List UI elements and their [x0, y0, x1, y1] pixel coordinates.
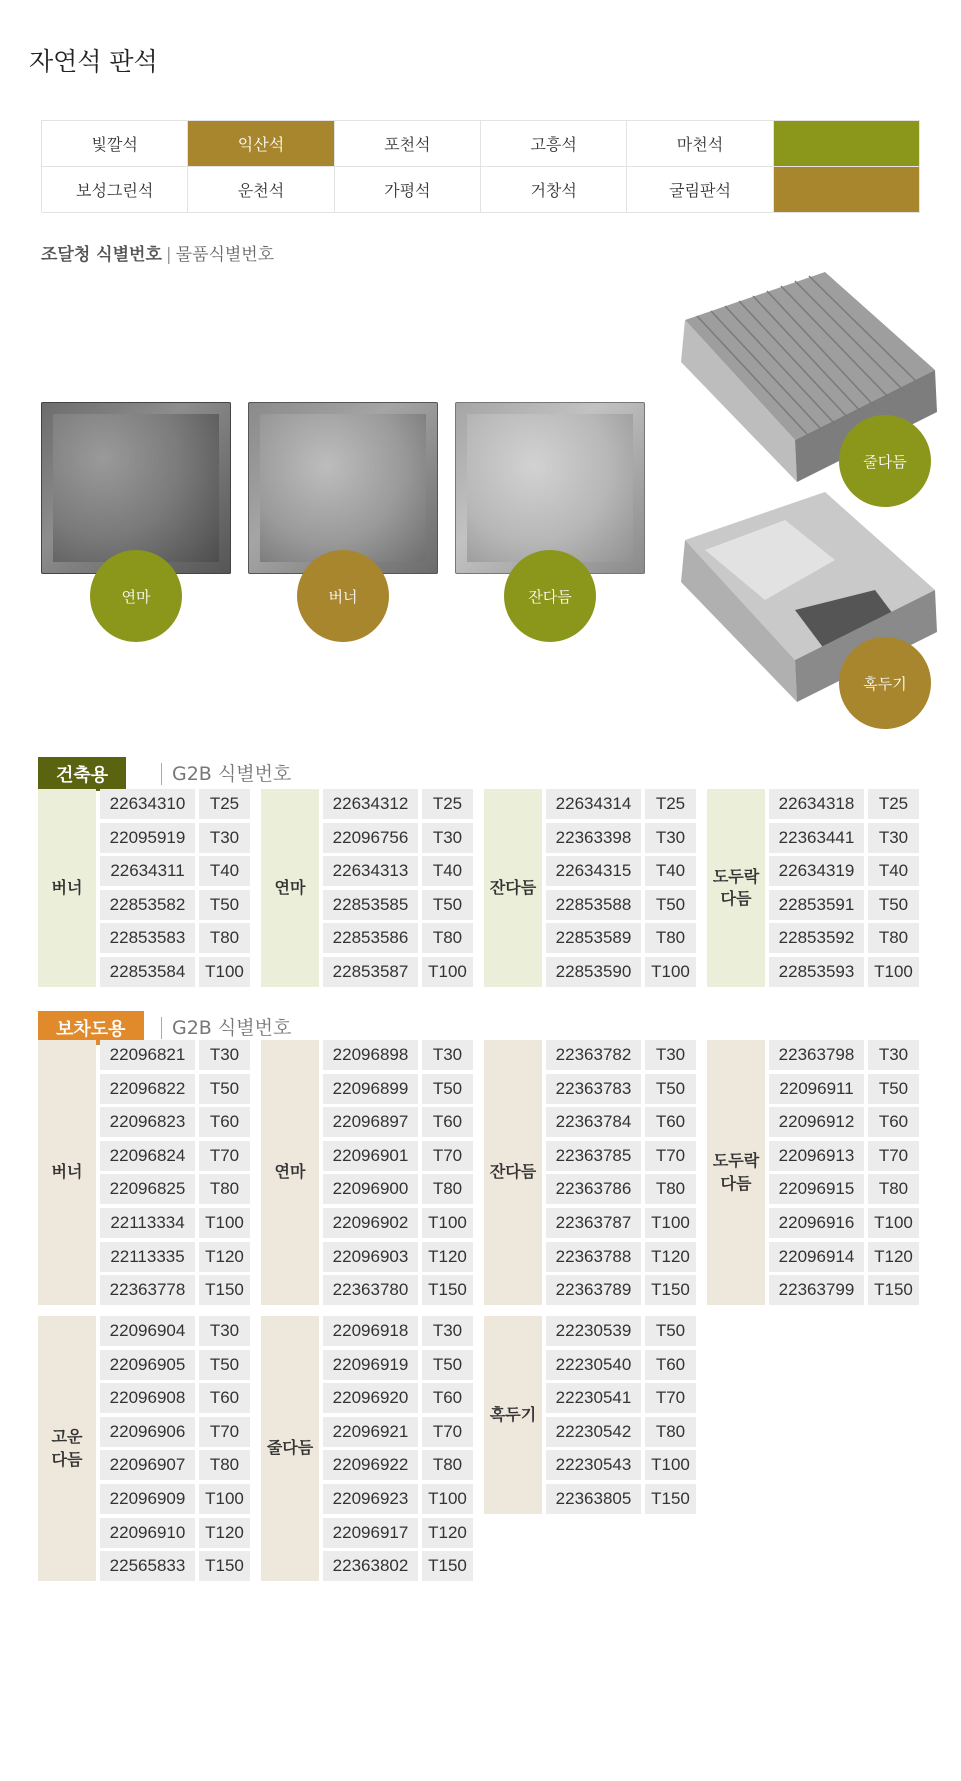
table-row — [546, 1107, 696, 1137]
thickness: T25 — [868, 789, 919, 819]
thickness: T40 — [645, 856, 696, 886]
g2b-code: 22363788 — [546, 1242, 641, 1272]
thickness: T30 — [868, 823, 919, 853]
table-row — [100, 823, 250, 853]
table-row — [546, 1242, 696, 1272]
thickness: T80 — [645, 1174, 696, 1204]
badge-jandadeum: 잔다듬 — [504, 550, 596, 642]
table-row — [769, 1242, 919, 1272]
thickness: T30 — [645, 823, 696, 853]
g2b-code: 22853588 — [546, 890, 641, 920]
group-name: 연마 — [261, 789, 319, 987]
g2b-code: 22096824 — [100, 1141, 195, 1171]
thickness: T50 — [868, 890, 919, 920]
thickness: T100 — [199, 957, 250, 987]
g2b-code: 22096913 — [769, 1141, 864, 1171]
group-name: 도두락 다듬 — [707, 1040, 765, 1305]
page-title: 자연석 판석 — [29, 47, 158, 76]
table-row — [546, 1040, 696, 1070]
g2b-code: 22363780 — [323, 1275, 418, 1305]
g2b-code: 22096908 — [100, 1383, 195, 1413]
g2b-code: 22363789 — [546, 1275, 641, 1305]
g2b-code: 22363786 — [546, 1174, 641, 1204]
table-row — [769, 957, 919, 987]
section-subtitle-architecture: G2B 식별번호 — [161, 763, 291, 785]
g2b-code: 22634315 — [546, 856, 641, 886]
table-row — [323, 957, 473, 987]
table-row — [100, 1242, 250, 1272]
table-row — [323, 1518, 473, 1548]
g2b-code: 22096910 — [100, 1518, 195, 1548]
g2b-code: 22096825 — [100, 1174, 195, 1204]
thickness: T25 — [645, 789, 696, 819]
table-row — [769, 1074, 919, 1104]
stone-image-yeonma — [41, 402, 231, 574]
g2b-code: 22230542 — [546, 1417, 641, 1447]
g2b-code: 22363784 — [546, 1107, 641, 1137]
thickness: T100 — [422, 957, 473, 987]
g2b-code: 22096922 — [323, 1450, 418, 1480]
table-row — [546, 1350, 696, 1380]
thickness: T80 — [645, 1417, 696, 1447]
thickness: T100 — [868, 957, 919, 987]
thickness: T80 — [199, 1174, 250, 1204]
g2b-code: 22853583 — [100, 923, 195, 953]
g2b-code: 22096918 — [323, 1316, 418, 1346]
thickness: T100 — [868, 1208, 919, 1238]
table-row — [769, 1040, 919, 1070]
section-subtitle-walkway: G2B 식별번호 — [161, 1017, 291, 1039]
group-name: 잔다듬 — [484, 789, 542, 987]
table-row — [546, 1316, 696, 1346]
g2b-table-group — [38, 1316, 250, 1581]
g2b-code: 22363785 — [546, 1141, 641, 1171]
g2b-code: 22853582 — [100, 890, 195, 920]
g2b-code: 22096907 — [100, 1450, 195, 1480]
thickness: T50 — [645, 1074, 696, 1104]
thickness: T80 — [868, 1174, 919, 1204]
thickness: T30 — [422, 1316, 473, 1346]
table-row — [769, 1141, 919, 1171]
table-row — [323, 1275, 473, 1305]
thickness: T50 — [422, 890, 473, 920]
thickness: T120 — [199, 1242, 250, 1272]
thickness: T120 — [645, 1242, 696, 1272]
thickness: T30 — [868, 1040, 919, 1070]
g2b-code: 22096822 — [100, 1074, 195, 1104]
table-row — [323, 890, 473, 920]
g2b-code: 22853591 — [769, 890, 864, 920]
thickness: T30 — [422, 1040, 473, 1070]
thickness: T70 — [422, 1141, 473, 1171]
g2b-code: 22096917 — [323, 1518, 418, 1548]
table-row — [546, 1383, 696, 1413]
thickness: T70 — [645, 1383, 696, 1413]
table-row — [546, 1141, 696, 1171]
table-row — [546, 923, 696, 953]
thickness: T60 — [199, 1383, 250, 1413]
thickness: T60 — [645, 1107, 696, 1137]
thickness: T120 — [422, 1518, 473, 1548]
g2b-table-group — [261, 789, 473, 987]
badge-hokdugi: 혹두기 — [839, 637, 931, 729]
g2b-code: 22853585 — [323, 890, 418, 920]
table-row — [769, 1208, 919, 1238]
thickness: T50 — [645, 1316, 696, 1346]
tab-geochangseok[interactable]: 거창석 — [481, 167, 627, 213]
table-row — [100, 1316, 250, 1346]
thickness: T150 — [422, 1275, 473, 1305]
table-row — [100, 1141, 250, 1171]
thickness: T150 — [199, 1551, 250, 1581]
g2b-code: 22096905 — [100, 1350, 195, 1380]
thickness: T30 — [199, 1316, 250, 1346]
thickness: T60 — [422, 1107, 473, 1137]
g2b-code: 22096903 — [323, 1242, 418, 1272]
thickness: T50 — [422, 1074, 473, 1104]
thickness: T80 — [645, 923, 696, 953]
g2b-code: 22634311 — [100, 856, 195, 886]
table-row — [100, 1551, 250, 1581]
table-row — [323, 1040, 473, 1070]
table-row — [323, 1316, 473, 1346]
g2b-code: 22096897 — [323, 1107, 418, 1137]
g2b-code: 22363783 — [546, 1074, 641, 1104]
table-row — [100, 1383, 250, 1413]
g2b-code: 22096909 — [100, 1484, 195, 1514]
id-header-separator: | — [165, 245, 172, 265]
thickness: T60 — [645, 1350, 696, 1380]
table-row — [323, 1484, 473, 1514]
table-row — [546, 1484, 696, 1514]
badge-yeonma: 연마 — [90, 550, 182, 642]
table-row — [769, 890, 919, 920]
table-row — [323, 1141, 473, 1171]
g2b-code: 22096916 — [769, 1208, 864, 1238]
table-row — [100, 1040, 250, 1070]
g2b-code: 22363398 — [546, 823, 641, 853]
table-row — [546, 1450, 696, 1480]
table-row — [769, 1174, 919, 1204]
table-row — [100, 856, 250, 886]
g2b-code: 22096823 — [100, 1107, 195, 1137]
group-name: 고운 다듬 — [38, 1316, 96, 1581]
thickness: T100 — [199, 1484, 250, 1514]
table-row — [323, 856, 473, 886]
table-row — [769, 856, 919, 886]
g2b-code: 22095919 — [100, 823, 195, 853]
table-row — [323, 789, 473, 819]
thickness: T120 — [868, 1242, 919, 1272]
g2b-code: 22853593 — [769, 957, 864, 987]
table-row — [769, 789, 919, 819]
thickness: T50 — [199, 1350, 250, 1380]
thickness: T150 — [645, 1275, 696, 1305]
tab-gulrim-panseok[interactable]: 굴림판석 — [627, 167, 773, 213]
thickness: T100 — [422, 1208, 473, 1238]
table-row — [100, 923, 250, 953]
stone-image-burner — [248, 402, 438, 574]
thickness: T50 — [199, 890, 250, 920]
table-row — [323, 1107, 473, 1137]
table-row — [323, 1417, 473, 1447]
g2b-code: 22096898 — [323, 1040, 418, 1070]
g2b-code: 22096914 — [769, 1242, 864, 1272]
tab-uncheonseok[interactable]: 운천석 — [188, 167, 334, 213]
g2b-code: 22230543 — [546, 1450, 641, 1480]
table-row — [323, 1450, 473, 1480]
thickness: T30 — [422, 823, 473, 853]
thickness: T150 — [422, 1551, 473, 1581]
g2b-code: 22230541 — [546, 1383, 641, 1413]
table-row — [323, 1242, 473, 1272]
table-row — [100, 1174, 250, 1204]
g2b-code: 22634318 — [769, 789, 864, 819]
g2b-code: 22853586 — [323, 923, 418, 953]
table-row — [546, 789, 696, 819]
g2b-code: 22096919 — [323, 1350, 418, 1380]
g2b-code: 22363805 — [546, 1484, 641, 1514]
thickness: T30 — [645, 1040, 696, 1070]
g2b-code: 22634312 — [323, 789, 418, 819]
thickness: T120 — [422, 1242, 473, 1272]
table-row — [323, 1350, 473, 1380]
table-row — [546, 1074, 696, 1104]
table-row — [323, 823, 473, 853]
g2b-code: 22853587 — [323, 957, 418, 987]
g2b-code: 22096911 — [769, 1074, 864, 1104]
tab-iksanseok[interactable]: 익산석 — [188, 121, 334, 167]
thickness: T150 — [199, 1275, 250, 1305]
thickness: T80 — [868, 923, 919, 953]
table-row — [100, 1208, 250, 1238]
g2b-code: 22363802 — [323, 1551, 418, 1581]
g2b-code: 22096756 — [323, 823, 418, 853]
tab-pocheonseok[interactable]: 포천석 — [335, 121, 481, 167]
g2b-code: 22363799 — [769, 1275, 864, 1305]
g2b-code: 22363778 — [100, 1275, 195, 1305]
g2b-code: 22096920 — [323, 1383, 418, 1413]
table-row — [769, 1107, 919, 1137]
table-row — [323, 1208, 473, 1238]
thickness: T150 — [645, 1484, 696, 1514]
thickness: T70 — [645, 1141, 696, 1171]
thickness: T30 — [199, 1040, 250, 1070]
group-name: 혹두기 — [484, 1316, 542, 1514]
thickness: T150 — [868, 1275, 919, 1305]
thickness: T70 — [422, 1417, 473, 1447]
g2b-table-group — [38, 789, 250, 987]
g2b-code: 22096923 — [323, 1484, 418, 1514]
id-header — [41, 240, 274, 265]
badge-burner: 버너 — [297, 550, 389, 642]
table-row — [100, 1275, 250, 1305]
thickness: T100 — [422, 1484, 473, 1514]
thickness: T50 — [422, 1350, 473, 1380]
group-name: 도두락 다듬 — [707, 789, 765, 987]
thickness: T80 — [422, 923, 473, 953]
section-label-walkway: 보차도용 — [38, 1011, 144, 1045]
id-header-primary: 조달청 식별번호 — [41, 245, 162, 265]
g2b-code: 22096821 — [100, 1040, 195, 1070]
g2b-code: 22096904 — [100, 1316, 195, 1346]
table-row — [100, 1350, 250, 1380]
g2b-code: 22096900 — [323, 1174, 418, 1204]
thickness: T40 — [422, 856, 473, 886]
tab-macheonseok[interactable]: 마천석 — [627, 121, 773, 167]
g2b-code: 22634313 — [323, 856, 418, 886]
table-row — [323, 1174, 473, 1204]
g2b-table-group — [261, 1040, 473, 1305]
group-name: 버너 — [38, 1040, 96, 1305]
g2b-code: 22853590 — [546, 957, 641, 987]
table-row — [769, 923, 919, 953]
g2b-table-group — [484, 1040, 696, 1305]
table-row — [100, 1074, 250, 1104]
tab-goheungseok[interactable]: 고흥석 — [481, 121, 627, 167]
thickness: T70 — [199, 1417, 250, 1447]
stone-image-jandadeum — [455, 402, 645, 574]
table-row — [546, 890, 696, 920]
group-name: 잔다듬 — [484, 1040, 542, 1305]
thickness: T80 — [199, 923, 250, 953]
thickness: T60 — [422, 1383, 473, 1413]
table-row — [323, 1383, 473, 1413]
table-row — [100, 1417, 250, 1447]
g2b-code: 22113334 — [100, 1208, 195, 1238]
thickness: T60 — [868, 1107, 919, 1137]
section-label-architecture: 건축용 — [38, 757, 126, 791]
g2b-code: 22096899 — [323, 1074, 418, 1104]
table-row — [546, 1417, 696, 1447]
g2b-table-group — [484, 1316, 696, 1514]
group-name: 연마 — [261, 1040, 319, 1305]
table-row — [100, 1484, 250, 1514]
table-row — [546, 1208, 696, 1238]
table-row — [100, 1450, 250, 1480]
tab-bitkkalseok[interactable]: 빛깔석 — [42, 121, 188, 167]
g2b-code: 22363798 — [769, 1040, 864, 1070]
table-row — [100, 890, 250, 920]
thickness: T50 — [199, 1074, 250, 1104]
table-row — [323, 923, 473, 953]
thickness: T100 — [645, 957, 696, 987]
g2b-code: 22230540 — [546, 1350, 641, 1380]
thickness: T70 — [868, 1141, 919, 1171]
g2b-code: 22363787 — [546, 1208, 641, 1238]
thickness: T40 — [868, 856, 919, 886]
g2b-code: 22363782 — [546, 1040, 641, 1070]
g2b-code: 22113335 — [100, 1242, 195, 1272]
group-name: 줄다듬 — [261, 1316, 319, 1581]
g2b-code: 22230539 — [546, 1316, 641, 1346]
thickness: T80 — [422, 1450, 473, 1480]
g2b-table-group — [484, 789, 696, 987]
g2b-code: 22853589 — [546, 923, 641, 953]
g2b-table-group — [707, 789, 919, 987]
thickness: T30 — [199, 823, 250, 853]
table-row — [100, 789, 250, 819]
g2b-code: 22634319 — [769, 856, 864, 886]
g2b-code: 22096902 — [323, 1208, 418, 1238]
g2b-code: 22634314 — [546, 789, 641, 819]
thickness: T80 — [422, 1174, 473, 1204]
g2b-code: 22096906 — [100, 1417, 195, 1447]
group-name: 버너 — [38, 789, 96, 987]
thickness: T40 — [199, 856, 250, 886]
table-row — [546, 823, 696, 853]
g2b-code: 22853584 — [100, 957, 195, 987]
tab-gapyeongseok[interactable]: 가평석 — [335, 167, 481, 213]
table-row — [546, 856, 696, 886]
g2b-code: 22634310 — [100, 789, 195, 819]
g2b-code: 22096921 — [323, 1417, 418, 1447]
g2b-code: 22853592 — [769, 923, 864, 953]
thickness: T100 — [645, 1208, 696, 1238]
g2b-table-group — [707, 1040, 919, 1305]
g2b-code: 22096915 — [769, 1174, 864, 1204]
g2b-code: 22096901 — [323, 1141, 418, 1171]
thickness: T50 — [645, 890, 696, 920]
thickness: T50 — [868, 1074, 919, 1104]
table-row — [769, 1275, 919, 1305]
table-row — [323, 1074, 473, 1104]
g2b-code: 22096912 — [769, 1107, 864, 1137]
thickness: T70 — [199, 1141, 250, 1171]
g2b-table-group — [38, 1040, 250, 1305]
badge-juldadeum: 줄다듬 — [839, 415, 931, 507]
thickness: T25 — [422, 789, 473, 819]
thickness: T25 — [199, 789, 250, 819]
thickness: T60 — [199, 1107, 250, 1137]
table-row — [100, 957, 250, 987]
table-row — [546, 957, 696, 987]
g2b-code: 22565833 — [100, 1551, 195, 1581]
tab-swatch-gold — [774, 167, 920, 213]
table-row — [769, 823, 919, 853]
thickness: T100 — [199, 1208, 250, 1238]
thickness: T100 — [645, 1450, 696, 1480]
table-row — [323, 1551, 473, 1581]
table-row — [100, 1518, 250, 1548]
g2b-table-group — [261, 1316, 473, 1581]
stone-type-tabs — [41, 120, 920, 212]
tab-swatch-green — [774, 121, 920, 167]
id-header-secondary: 물품식별번호 — [175, 245, 275, 265]
tab-boseong-green[interactable]: 보성그린석 — [42, 167, 188, 213]
thickness: T80 — [199, 1450, 250, 1480]
table-row — [100, 1107, 250, 1137]
table-row — [546, 1174, 696, 1204]
thickness: T120 — [199, 1518, 250, 1548]
g2b-code: 22363441 — [769, 823, 864, 853]
table-row — [546, 1275, 696, 1305]
